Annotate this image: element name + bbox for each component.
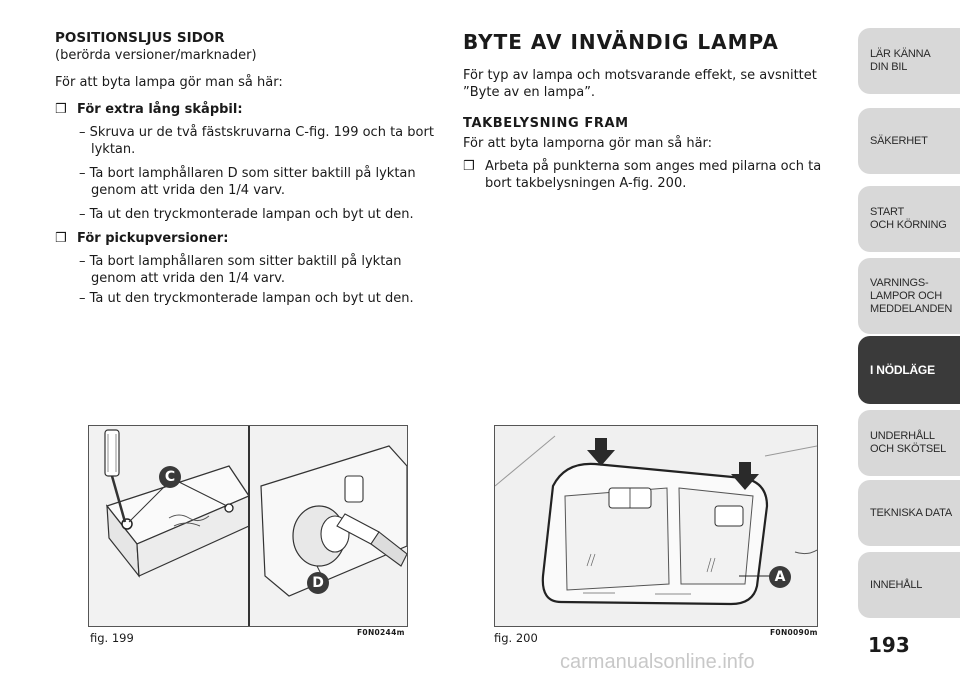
step-item: – Ta ut den tryckmonterade lampan och byt ut den. [79, 291, 414, 306]
figure-200-caption: fig. 200 [494, 631, 538, 645]
label-a: A [774, 569, 786, 585]
sub-intro-text: För att byta lamporna gör man så här: [463, 136, 713, 151]
checkbox-bullet-icon: ❒ [55, 102, 67, 117]
label-c: C [164, 469, 176, 485]
tab-chapter-6[interactable] [858, 480, 960, 546]
checkbox-bullet-icon: ❒ [55, 231, 67, 246]
figure-200-illustration [495, 426, 817, 626]
bullet-remove-light [463, 158, 843, 192]
tab-chapter-2[interactable] [858, 186, 960, 252]
tab-chapter-5[interactable] [858, 410, 960, 476]
chapter-tabs [858, 0, 960, 677]
label-a-marker [769, 566, 791, 588]
intro-text: För typ av lampa och motsvarande effekt, se avsnittet ”Byte av en lampa”. [463, 68, 817, 100]
intro-text: För att byta lampa gör man så här: [55, 75, 283, 90]
checkbox-bullet-icon: ❒ [463, 159, 475, 174]
tab-label: START [870, 206, 905, 218]
figure-199 [88, 425, 408, 627]
left-column [55, 30, 440, 314]
tab-label: UNDERHÅLL [870, 430, 935, 442]
figure-200 [494, 425, 818, 627]
tab-label: TEKNISKA DATA [870, 506, 952, 519]
page-title: BYTE AV INVÄNDIG LAMPA [463, 30, 779, 54]
right-column [463, 30, 843, 198]
section-heading: POSITIONSLJUS SIDOR [55, 30, 225, 46]
tab-label: LAMPOR OCH [870, 289, 942, 302]
page-number: 193 [868, 633, 910, 657]
tab-label: LÄR KÄNNA [870, 48, 931, 60]
tab-label: MEDDELANDEN [870, 302, 953, 315]
tab-label: SÄKERHET [870, 134, 928, 147]
bullet-label: För extra lång skåpbil: [77, 102, 243, 117]
tab-label: VARNINGS- [870, 276, 929, 289]
tab-label: I NÖDLÄGE [870, 362, 935, 377]
figure-199-illustration [89, 426, 407, 626]
bullet-label: För pickupversioner: [77, 231, 229, 246]
tab-chapter-0[interactable] [858, 28, 960, 94]
figure-199-caption: fig. 199 [90, 631, 134, 645]
label-d: D [312, 575, 324, 591]
tab-label: OCH SKÖTSEL [870, 443, 947, 455]
bullet-extra-long-van [55, 101, 440, 118]
bullet-pickup [55, 230, 440, 247]
step-item: – Ta bort lamphållaren som sitter baktill på lyktan genom att vrida den 1/4 varv. [79, 254, 402, 286]
tab-chapter-3[interactable] [858, 258, 960, 334]
label-d-marker [307, 572, 329, 594]
bullet-text: Arbeta på punkterna som anges med pilarna och ta bort takbelysningen A-fig. 200. [485, 159, 822, 191]
step-item: – Ta bort lamphållaren D som sitter baktill på lyktan genom att vrida den 1/4 varv. [79, 166, 416, 198]
label-c-marker [159, 466, 181, 488]
tab-label: INNEHÅLL [870, 578, 923, 591]
section-subheading: (berörda versioner/marknader) [55, 48, 257, 63]
figure-200-code: F0N0090m [770, 628, 818, 637]
step-item: – Skruva ur de två fästskruvarna C-fig. 199 och ta bort lyktan. [79, 125, 434, 157]
tab-label: DIN BIL [870, 61, 908, 73]
tab-chapter-1[interactable] [858, 108, 960, 174]
figure-199-code: F0N0244m [357, 628, 405, 637]
tab-label: OCH KÖRNING [870, 219, 947, 231]
watermark: carmanualsonline.info [560, 651, 755, 673]
section-subtitle: TAKBELYSNING FRAM [463, 116, 629, 131]
tab-chapter-7[interactable] [858, 552, 960, 618]
tab-chapter-4[interactable] [858, 336, 960, 404]
step-item: – Ta ut den tryckmonterade lampan och byt ut den. [79, 207, 414, 222]
